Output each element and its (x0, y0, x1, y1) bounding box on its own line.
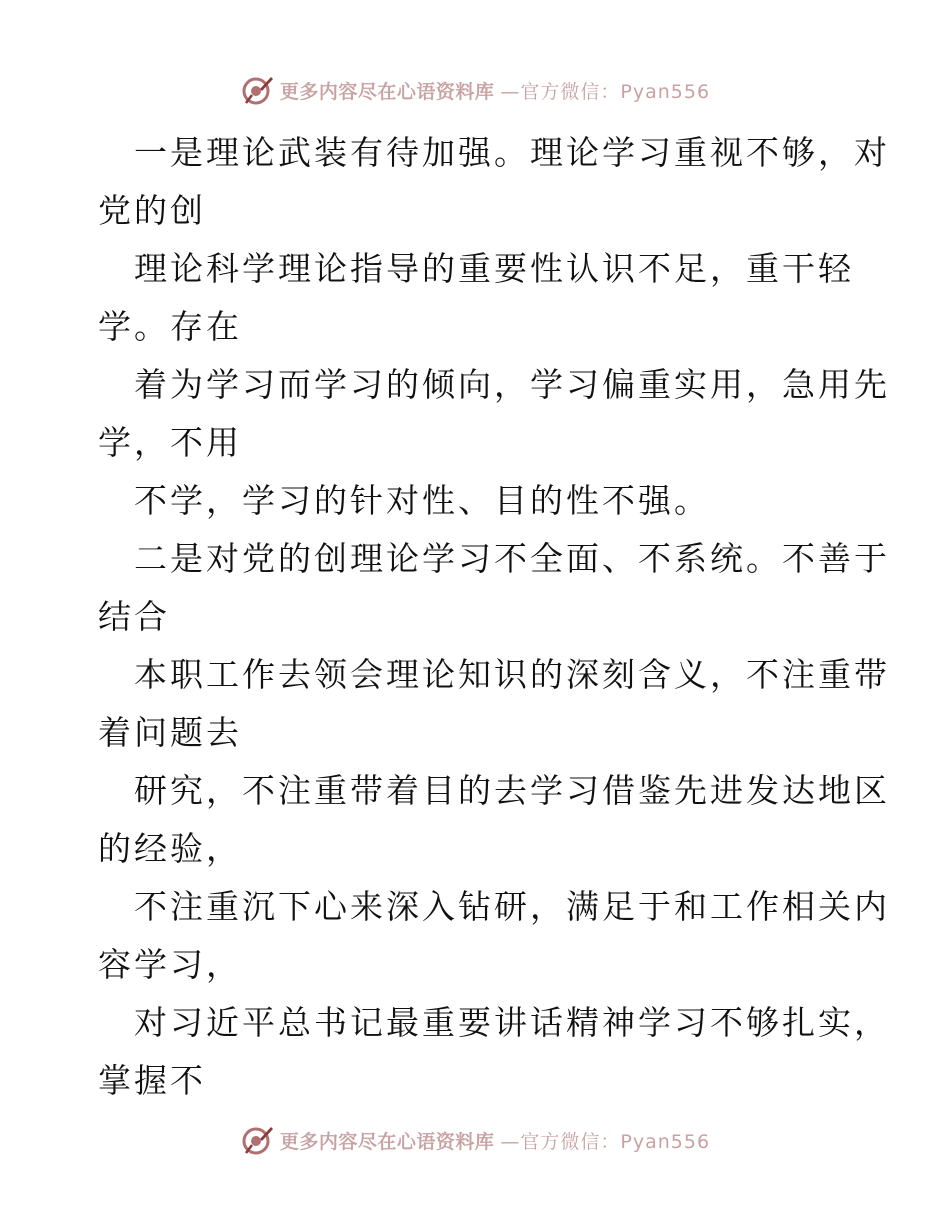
paragraph-line: 结合 (98, 597, 170, 636)
paragraph-9 (98, 994, 890, 1110)
header-banner (0, 70, 950, 110)
footer-contact-text: —官方微信：Pyan556 (500, 1130, 711, 1153)
paragraph-line: 掌握不 (98, 1061, 206, 1100)
paragraph-line: 理论科学理论指导的重要性认识不足，重干轻 (134, 249, 854, 288)
paragraph-line: 学。存在 (98, 307, 242, 346)
paragraph-line: 对习近平总书记最重要讲话精神学习不够扎实， (134, 1003, 890, 1042)
paragraph-8 (98, 878, 890, 994)
header-brand-text: 更多内容尽在心语资料库 (279, 80, 495, 103)
paragraph-line: 着问题去 (98, 713, 242, 752)
paragraph-line: 研究，不注重带着目的去学习借鉴先进发达地区 (134, 771, 890, 810)
quill-pen-logo-icon (240, 1123, 274, 1157)
paragraph-line: 学，不用 (98, 423, 242, 462)
paragraph-7 (98, 762, 890, 878)
paragraph-line: 的经验， (98, 829, 242, 868)
quill-pen-logo-icon (240, 73, 274, 107)
paragraph-line: 本职工作去领会理论知识的深刻含义，不注重带 (134, 655, 890, 694)
paragraph-line: 二是对党的创理论学习不全面、不系统。不善于 (134, 539, 890, 578)
paragraph-4 (98, 472, 868, 530)
document-body (98, 124, 890, 1110)
paragraph-line: 容学习， (98, 945, 242, 984)
paragraph-line: 不注重沉下心来深入钻研，满足于和工作相关内 (134, 887, 890, 926)
paragraph-1 (98, 124, 890, 240)
footer-banner (0, 1120, 950, 1160)
paragraph-line: 党的创 (98, 191, 206, 230)
paragraph-line: 一是理论武装有待加强。理论学习重视不够，对 (134, 133, 890, 172)
header-contact-text: —官方微信：Pyan556 (500, 80, 711, 103)
paragraph-line: 不学，学习的针对性、目的性不强。 (134, 481, 710, 520)
footer-brand-text: 更多内容尽在心语资料库 (279, 1130, 495, 1153)
paragraph-6 (98, 646, 890, 762)
paragraph-2 (98, 240, 868, 356)
paragraph-5 (98, 530, 890, 646)
paragraph-line: 着为学习而学习的倾向，学习偏重实用，急用先 (134, 365, 890, 404)
paragraph-3 (98, 356, 890, 472)
